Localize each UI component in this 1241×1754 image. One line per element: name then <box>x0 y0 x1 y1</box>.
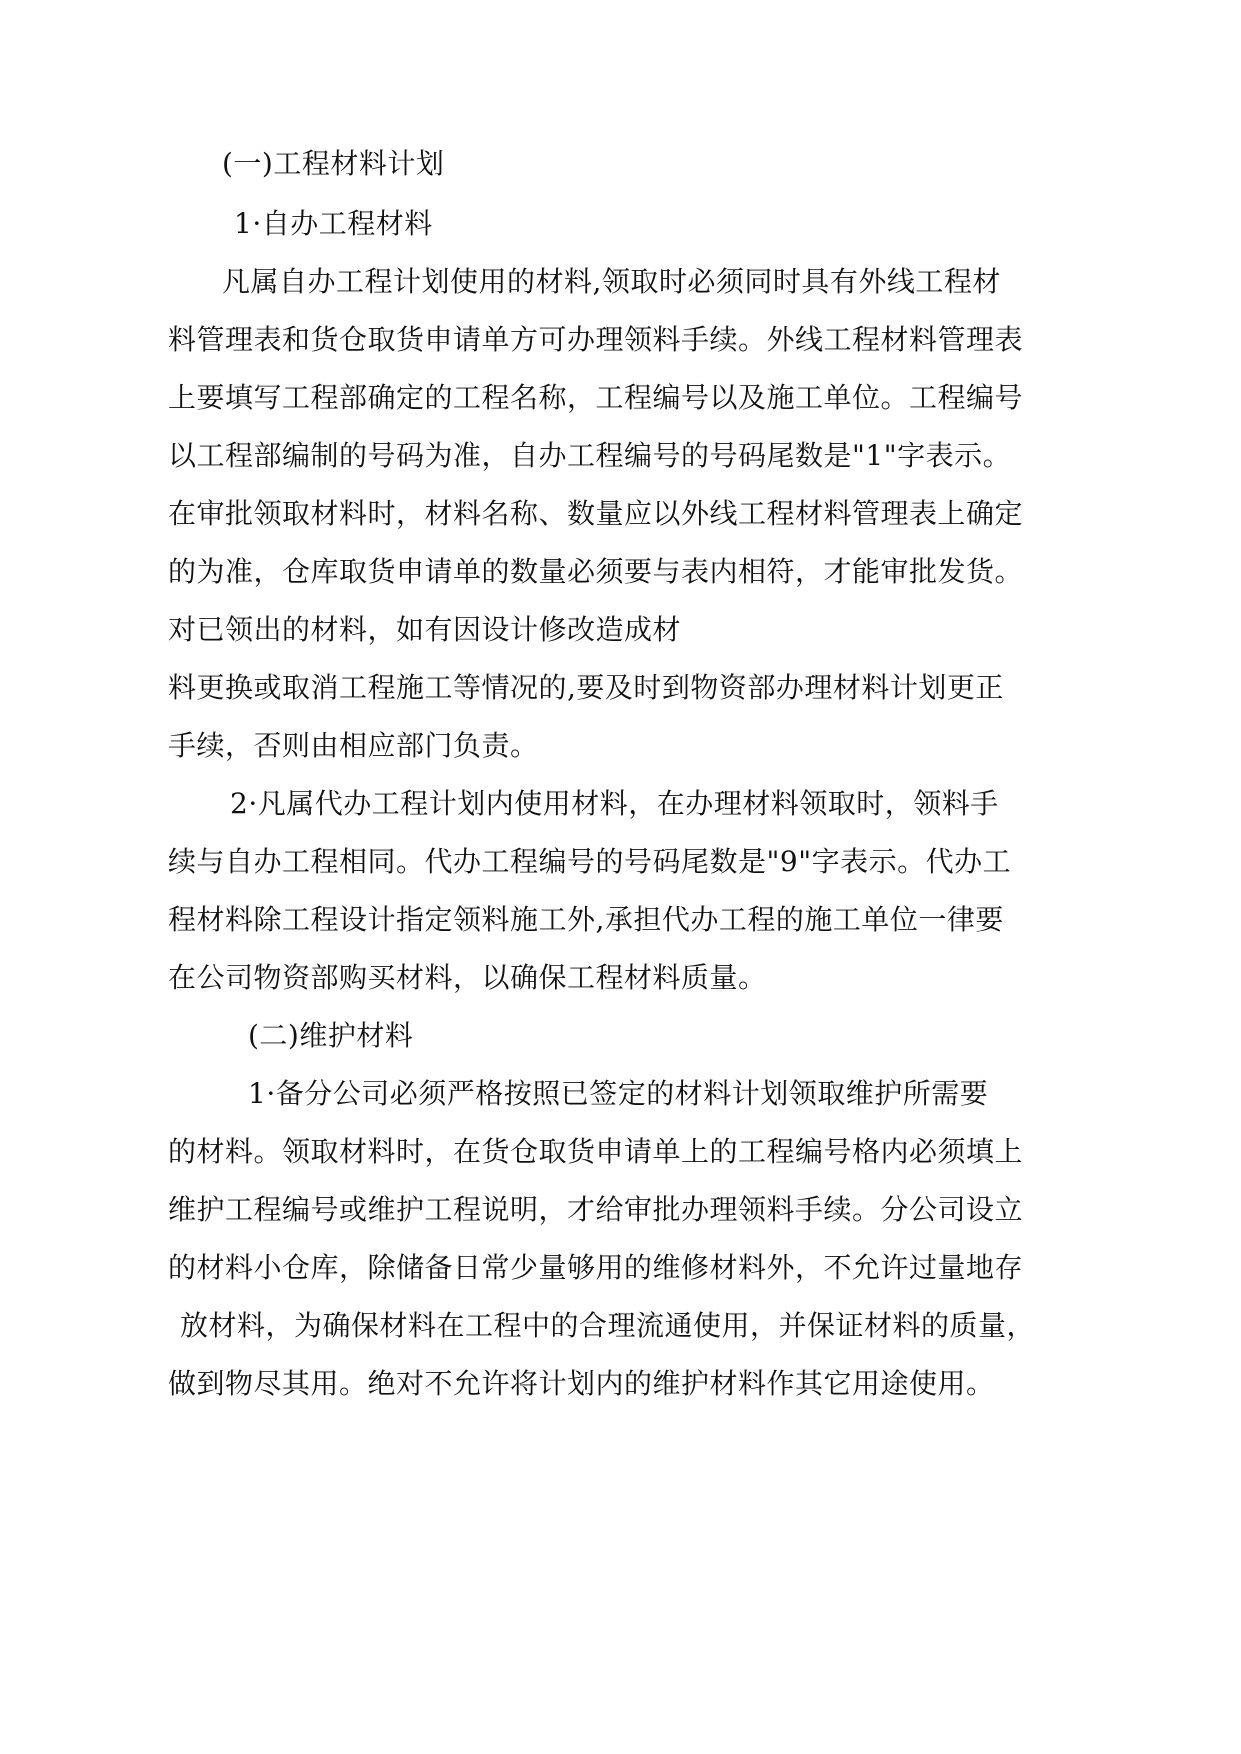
paragraph-line: 做到物尽其用。绝对不允许将计划内的维护材料作其它用途使用。 <box>168 1367 995 1400</box>
paragraph-line: 料更换或取消工程施工等情况的,要及时到物资部办理材料计划更正 <box>168 671 1004 704</box>
paragraph-line: 程材料除工程设计指定领料施工外,承担代办工程的施工单位一律要 <box>168 903 1004 936</box>
paragraph-line: 在公司物资部购买材料，以确保工程材料质量。 <box>168 961 767 994</box>
paragraph-line: 对已领出的材料，如有因设计修改造成材 <box>168 613 682 646</box>
paragraph-line: 续与自办工程相同。代办工程编号的号码尾数是"9"字表示。代办工 <box>168 845 1012 878</box>
paragraph-line: 以工程部编制的号码为准，自办工程编号的号码尾数是"1"字表示。 <box>168 439 1012 472</box>
paragraph-line: 料管理表和货仓取货申请单方可办理领料手续。外线工程材料管理表 <box>168 323 1024 356</box>
subsection-heading: 1·自办工程材料 <box>234 207 433 240</box>
section-heading: (一)工程材料计划 <box>222 147 445 180</box>
paragraph-line: 在审批领取材料时，材料名称、数量应以外线工程材料管理表上确定 <box>168 497 1024 530</box>
paragraph-line: 维护工程编号或维护工程说明，才给审批办理领料手续。分公司设立 <box>168 1193 1024 1226</box>
paragraph-line: 的材料。领取材料时，在货仓取货申请单上的工程编号格内必须填上 <box>168 1135 1024 1168</box>
paragraph-line: 手续，否则由相应部门负责。 <box>168 729 539 762</box>
paragraph-line: 1·备分公司必须严格按照已签定的材料计划领取维护所需要 <box>248 1077 989 1110</box>
paragraph-line: 凡属自办工程计划使用的材料,领取时必须同时具有外线工程材 <box>222 265 1001 298</box>
paragraph-line: 的为准，仓库取货申请单的数量必须要与表内相符，才能审批发货。 <box>168 555 1024 588</box>
paragraph-line: 2·凡属代办工程计划内使用材料，在办理材料领取时，领料手 <box>230 787 999 820</box>
paragraph-line: 上要填写工程部确定的工程名称，工程编号以及施工单位。工程编号 <box>168 381 1024 414</box>
paragraph-line: 的材料小仓库，除储备日常少量够用的维修材料外，不允许过量地存 <box>168 1251 1024 1284</box>
paragraph-line: 放材料，为确保材料在工程中的合理流通使用，并保证材料的质量， <box>180 1309 1036 1342</box>
section-heading: (二)维护材料 <box>248 1019 414 1052</box>
